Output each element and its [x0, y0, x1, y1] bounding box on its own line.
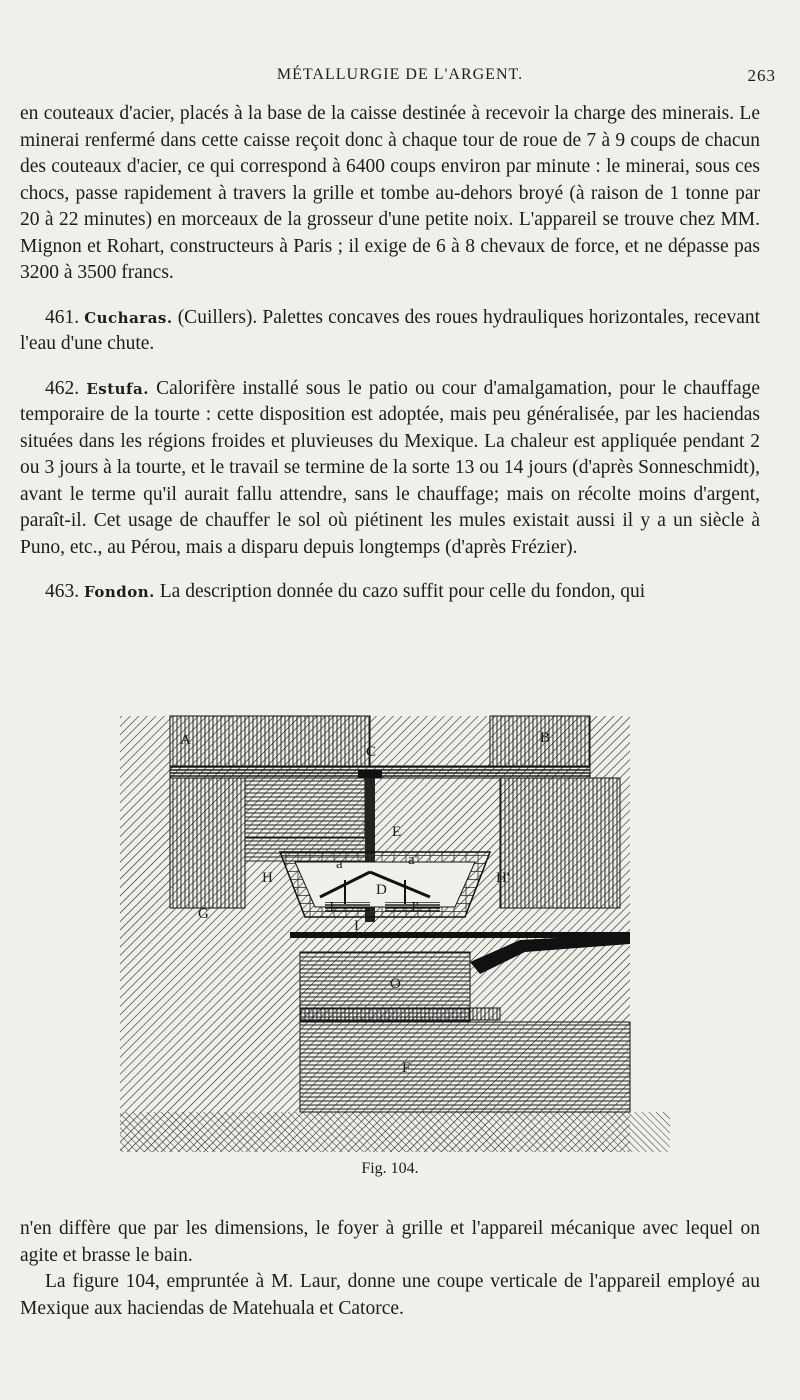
shaft-cap: [358, 770, 382, 778]
fig-label-h-prime: H': [496, 870, 510, 886]
running-head: [20, 66, 780, 90]
entry-term: Fondon.: [84, 583, 155, 601]
fig-label-a-small: a: [336, 856, 343, 872]
fig-label-b: B: [540, 730, 551, 746]
furnace-section-drawing: [100, 712, 680, 1152]
continuation-paragraph: n'en diffère que par les dimensions, le foyer à grille et l'appareil mécanique avec lequel on agite et brasse le bain.: [20, 1218, 760, 1266]
entry-461: [20, 305, 760, 358]
final-paragraph: La figure 104, empruntée à M. Laur, donne une coupe verticale de l'appareil employé au Mexique aux haciendas de Matehuala et Catorce.: [20, 1271, 760, 1319]
entry-number: 461.: [45, 306, 80, 328]
fig-label-i: I: [354, 918, 359, 934]
page-number: 263: [747, 66, 776, 85]
continued-text: [20, 1216, 760, 1322]
left-wall: [170, 778, 245, 908]
main-text: [20, 101, 760, 606]
fig-label-o: O: [390, 976, 401, 992]
fig-label-d: D: [376, 882, 387, 898]
fig-label-j-prime: J': [410, 900, 419, 916]
ash-pit-f: [300, 1022, 630, 1112]
beam-a: [170, 716, 370, 766]
entry-term: Cucharas.: [84, 308, 173, 327]
grate: [300, 1008, 500, 1020]
fig-label-e: E: [392, 824, 402, 840]
fig-label-h: H: [262, 870, 273, 886]
entry-text: (Cuillers). Palettes concaves des roues hydrauliques horizontales, recevant l'eau d'une chute.: [20, 306, 761, 354]
paragraph-continued: en couteaux d'acier, placés à la base de la caisse destinée à recevoir la charge des minerais. Le minerai renfermé dans cette caisse reçoit donc à chaque tour de roue de 7 à 9 coups de chacun des couteaux d'acier, ce qui correspond à 6400 coups environ par minute : le minerai, sous ces chocs, passe rapidement à travers la grille et tombe au-dehors broyé (à raison de 1 tonne par 20 à 22 minutes) en morceaux de la grosseur d'une petite noix. L'appareil se trouve chez MM. Mignon et Rohart, constructeurs à Paris ; il exige de 6 à 8 chevaux de force, et ne dépasse pas 3200 à 3500 francs.: [20, 103, 760, 283]
fig-label-g: G: [198, 906, 209, 922]
ground-base: [120, 1112, 670, 1152]
entry-term: Estufa.: [86, 379, 149, 398]
figure-caption: Fig. 104.: [361, 1160, 419, 1177]
entry-463: [20, 579, 760, 606]
entry-462: [20, 376, 760, 562]
entry-text: Calorifère installé sous le patio ou cour d'amalgamation, pour le chauffage temporaire de la tourte : cette disposition est adoptée, mais peu généralisée, par les haciendas situées dans les régions froides et pluvieuses du Mexique. La chaleur est appliquée pendant 2 ou 3 jours à la tourte, et le travail se termine de la sorte 13 ou 14 jours (d'après Sonneschmidt), avant le terme qu'il aurait fallu attendre, sans le chauffage; mais on récolte moins d'argent, paraît-il. Cet usage de chauffer le sol où piétinent les mules existait aussi il y a un siècle à Puno, etc., au Pérou, mais a disparu depuis longtemps (d'après Frézier).: [20, 377, 761, 558]
fig-label-c: C: [366, 744, 377, 760]
fig-label-j: J: [328, 900, 334, 916]
right-wall: [500, 778, 620, 908]
running-head-title: MÉTALLURGIE DE L'ARGENT.: [276, 66, 524, 83]
entry-number: 463.: [45, 581, 80, 602]
fig-label-f: F: [402, 1060, 411, 1076]
fig-label-a-prime: a': [408, 852, 418, 868]
upper-chamber: [245, 778, 365, 838]
figure-104: [100, 712, 680, 1177]
fig-label-a: A: [180, 732, 191, 748]
entry-number: 462.: [45, 377, 80, 399]
entry-text: La description donnée du cazo suffit pour celle du fondon, qui: [159, 581, 646, 602]
